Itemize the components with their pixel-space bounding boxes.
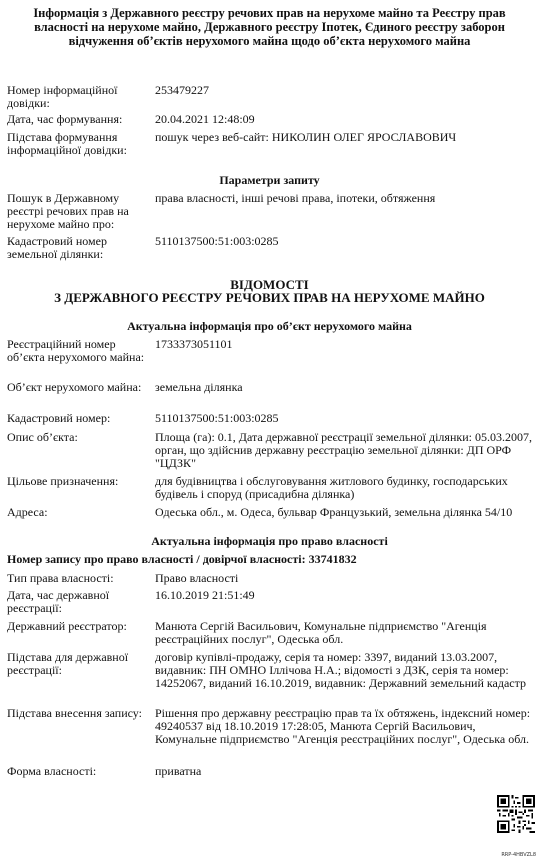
field-value: Рішення про державну реєстрацію прав та їх обтяжень, індексний номер: 49240537 від 18.10.2019 17:28:05, Манюта Сергій Васильович, Комунальне підприємство "Агенція реєстраційних послуг", Одеська обл. <box>155 706 531 746</box>
field-value: Одеська обл., м. Одеса, бульвар Французький, земельна ділянка 54/10 <box>155 505 513 519</box>
field-label: Дата, час державної реєстрації: <box>7 588 110 615</box>
field-value: 5110137500:51:003:0285 <box>155 411 279 425</box>
field-label: Кадастровий номер: <box>7 411 111 425</box>
header-line-1: Інформація з Державного реєстру речових прав на нерухоме майно та Реєстру прав <box>33 6 506 20</box>
footer-code: RRP-4HBVZL8 <box>501 852 536 858</box>
field-value: 5110137500:51:003:0285 <box>155 234 279 248</box>
field-value: пошук через веб-сайт: НИКОЛИН ОЛЕГ ЯРОСЛАВОВИЧ <box>155 130 457 144</box>
field-label: Дата, час формування: <box>7 112 123 126</box>
field-value: земельна ділянка <box>155 380 243 394</box>
header-line-3: відчуження об’єктів нерухомого майна щодо об’єкта нерухомого майна <box>68 34 471 48</box>
field-value: 16.10.2019 21:51:49 <box>155 588 255 602</box>
field-label: Реєстраційний номер об’єкта нерухомого майна: <box>7 337 145 364</box>
field-label: Опис об’єкта: <box>7 430 78 444</box>
field-value: договір купівлі-продажу, серія та номер: 3397, виданий 13.03.2007, видавник: ПН ОМНО Іллічова Н.А.; відомості з ДЗК, серія та номер: 14252067, виданий 16.10.2019, видавник: Державний земельний кадастр <box>155 650 527 690</box>
field-value: для будівництва і обслуговування житлового будинку, господарських будівель і споруд (присадибна ділянка) <box>155 474 508 501</box>
qr-code-icon <box>497 795 535 833</box>
ownership-section-title: Актуальна інформація про право власності <box>151 534 388 548</box>
field-value: 253479227 <box>155 83 209 97</box>
field-value: Площа (га): 0.1, Дата державної реєстрації земельної ділянки: 05.03.2007, орган, що здійснив державну реєстрацію земельної ділянки: ДП ОРФ "ЦДЗК" <box>155 430 532 470</box>
field-label: Номер інформаційної довідки: <box>7 83 118 110</box>
header-line-2: власності на нерухоме майно, Державного реєстру Іпотек, Єдиного реєстру заборон <box>34 20 505 34</box>
field-value: права власності, інші речові права, іпотеки, обтяження <box>155 191 436 205</box>
field-label: Підстава для державної реєстрації: <box>7 650 129 677</box>
object-section-title: Актуальна інформація про об’єкт нерухомого майна <box>127 319 412 333</box>
report-title-2: З ДЕРЖАВНОГО РЕЄСТРУ РЕЧОВИХ ПРАВ НА НЕРУХОМЕ МАЙНО <box>54 290 485 305</box>
field-label: Форма власності: <box>7 764 97 778</box>
field-value: Право власності <box>155 571 239 585</box>
field-label: Цільове призначення: <box>7 474 119 488</box>
field-label: Підстава формування інформаційної довідки: <box>7 130 127 157</box>
field-label: Об’єкт нерухомого майна: <box>7 380 142 394</box>
field-label: Пошук в Державному реєстрі речових прав на нерухоме майно про: <box>7 191 129 231</box>
field-label: Підстава внесення запису: <box>7 706 142 720</box>
field-value: 20.04.2021 12:48:09 <box>155 112 255 126</box>
field-value: приватна <box>155 764 202 778</box>
record-number: Номер запису про право власності / довірчої власності: 33741832 <box>7 552 357 566</box>
field-label: Державний реєстратор: <box>7 619 127 633</box>
field-label: Адреса: <box>7 505 48 519</box>
document-header <box>8 6 531 48</box>
field-label: Тип права власності: <box>7 571 114 585</box>
report-title-1: ВІДОМОСТІ <box>230 277 309 292</box>
field-value: Манюта Сергій Васильович, Комунальне підприємство "Агенція реєстраційних послуг", Одеська обл. <box>155 619 487 646</box>
params-section-title: Параметри запиту <box>219 173 320 187</box>
field-label: Кадастровий номер земельної ділянки: <box>7 234 107 261</box>
field-value: 1733373051101 <box>155 337 233 351</box>
